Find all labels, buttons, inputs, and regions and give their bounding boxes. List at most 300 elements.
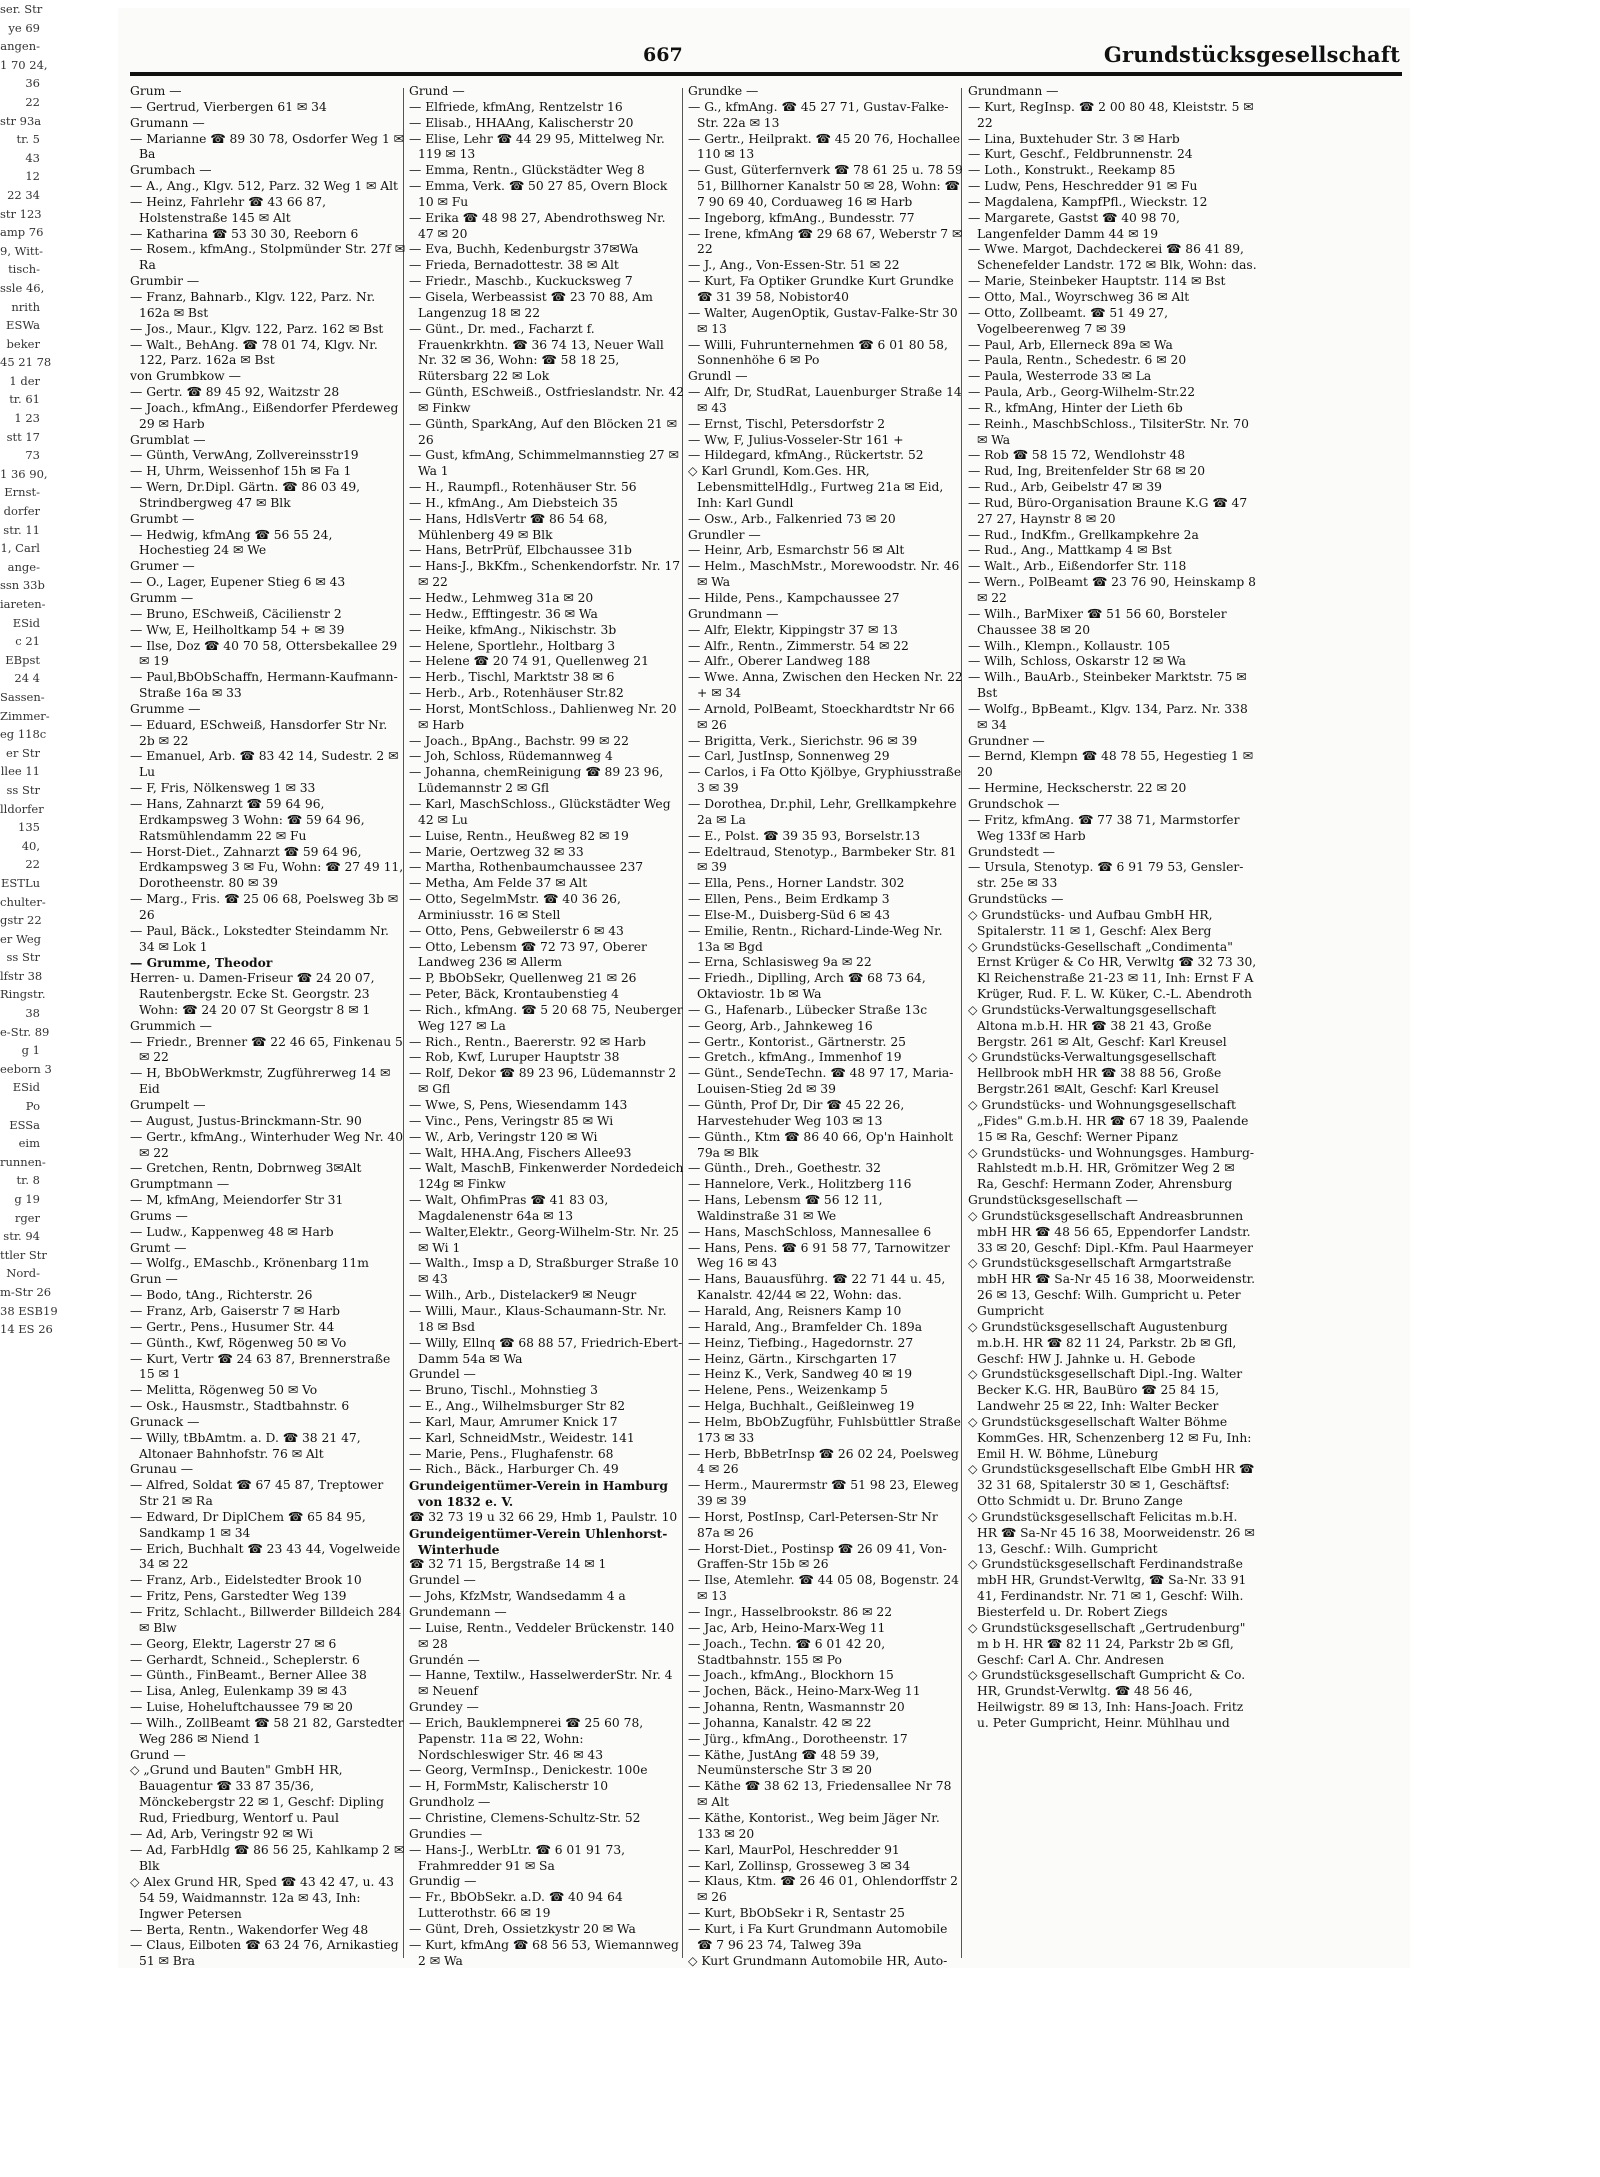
- directory-entry: — Rob ☎ 58 15 72, Wendlohstr 48: [968, 448, 1186, 463]
- directory-entry: ◇ Alex Grund HR, Sped ☎ 43 42 47, u. 43 54 59, Waidmannstr. 12a ✉ 43, Inh: Ingwer Petersen: [130, 1874, 394, 1921]
- edge-fragment: ESid: [12, 1080, 40, 1095]
- edge-fragment: tr. 5: [16, 132, 40, 147]
- surname-heading: von Grumbkow —: [130, 369, 241, 384]
- directory-entry: — Marie, Oertzweg 32 ✉ 33: [409, 844, 584, 859]
- directory-entry: — Rob, Kwf, Luruper Hauptstr 38: [409, 1050, 620, 1065]
- directory-entry: — Rud., Arb, Geibelstr 47 ✉ 39: [968, 480, 1163, 495]
- directory-entry: — Ingr., Hasselbrookstr. 86 ✉ 22: [688, 1605, 893, 1619]
- edge-fragment: 1 36 90,: [0, 466, 48, 481]
- directory-entry: — Friedr., Brenner ☎ 22 46 65, Finkenau 5 ✉ 22: [130, 1034, 403, 1065]
- directory-entry: — Kurt, i Fa Kurt Grundmann Automobile ☎ 7 96 23 74, Talweg 39a: [688, 1921, 948, 1952]
- directory-entry: — Hannelore, Verk., Holitzberg 116: [688, 1177, 912, 1192]
- directory-entry: — Gertr., Heilprakt. ☎ 45 20 76, Hochallee 110 ✉ 13: [688, 131, 961, 162]
- directory-entry: — P, BbObSekr, Quellenweg 21 ✉ 26: [409, 971, 637, 986]
- directory-entry: — Jürg., kfmAng., Dorotheenstr. 17: [688, 1731, 908, 1746]
- directory-entry: — August, Justus-Brinckmann-Str. 90: [130, 1113, 362, 1128]
- edge-fragment: 135: [18, 820, 40, 835]
- directory-entry: — Carlos, i Fa Otto Kjölbye, Gryphiusstraße 3 ✉ 39: [688, 765, 962, 796]
- directory-entry: — Johs, KfzMstr, Wandsedamm 4 a: [409, 1589, 626, 1604]
- directory-entry: — Hildegard, kfmAng., Rückertstr. 52: [688, 448, 924, 463]
- edge-fragment: 24 4: [14, 671, 40, 686]
- page-number: 667: [643, 44, 683, 66]
- directory-entry: — Günth., Ktm ☎ 86 40 66, Op'n Hainholt 79a ✉ Blk: [688, 1129, 954, 1160]
- directory-entry: — Friedr., Maschb., Kuckucksweg 7: [409, 274, 633, 289]
- directory-entry: — Otto, Mal., Woyrschweg 36 ✉ Alt: [968, 289, 1190, 304]
- edge-fragment: nrith: [11, 299, 40, 314]
- edge-fragment: 38 ESB19: [0, 1303, 58, 1318]
- directory-entry: — Otto, SegelmMstr. ☎ 40 36 26, Arminiusstr. 16 ✉ Stell: [409, 892, 621, 922]
- directory-entry: — Gretchen, Rentn, Dobrnweg 3✉Alt: [130, 1161, 362, 1176]
- directory-entry: — Reinh., MaschbSchloss., TilsiterStr. Nr. 70 ✉ Wa: [968, 416, 1249, 447]
- directory-entry: — Gust, Güterfernverk ☎ 78 61 25 u. 78 59 51, Billhorner Kanalstr 50 ✉ 28, Wohn: ☎ 7 90 69 40, Corduaweg 16 ✉ Harb: [688, 163, 963, 209]
- directory-entry: — Edward, Dr DiplChem ☎ 65 84 95, Sandkamp 1 ✉ 34: [130, 1509, 366, 1540]
- surname-heading: Grundmann —: [688, 606, 779, 621]
- surname-heading: Grundler —: [688, 527, 761, 542]
- directory-entry: — Ursula, Stenotyp. ☎ 6 91 79 53, Genslerstr. 25e ✉ 33: [968, 860, 1244, 891]
- directory-entry: — Horst-Diet., Zahnarzt ☎ 59 64 96, Erdkampsweg 3 ✉ Fu, Wohn: ☎ 27 49 11, Dorotheenstr. 80 ✉ 39: [130, 844, 404, 891]
- directory-entry: ◇ „Grund und Bauten" GmbH HR, Bauagentur ☎ 33 87 35/36, Mönckebergstr 22 ✉ 1, Geschf: Dipling Rud, Friedburg, Wentorf u. Paul: [130, 1763, 385, 1825]
- directory-entry: — Rosem., kfmAng., Stolpmünder Str. 27f ✉ Ra: [130, 242, 406, 273]
- directory-entry: — Helm, BbObZugführ, Fuhlsbüttler Straße 173 ✉ 33: [688, 1414, 961, 1445]
- directory-entry: ◇ Grundstücks-Gesellschaft „Condimenta" Ernst Krüger & Co HR, Verwltg ☎ 32 73 30, Kl Reichenstraße 21-23 ✉ 11, Inh: Ernst F A Krüger, Rud. F. L. W. Küker, C.-L. Abendroth: [968, 939, 1257, 1002]
- surname-heading: Grumm —: [130, 591, 194, 605]
- directory-entry: — Helene, Pens., Weizenkamp 5: [688, 1383, 888, 1398]
- edge-fragment: e-Str. 89: [0, 1024, 50, 1039]
- edge-fragment: gstr 22: [0, 913, 42, 928]
- directory-entry: — Rud, Ing, Breitenfelder Str 68 ✉ 20: [968, 464, 1206, 479]
- edge-fragment: Ringstr.: [0, 987, 46, 1002]
- directory-entry: — Günth., Kwf, Rögenweg 50 ✉ Vo: [130, 1335, 347, 1350]
- directory-entry: ◇ Grundstücksgesellschaft Augustenburg m.b.H. HR ☎ 82 11 24, Parkstr. 2b ✉ Gfl, Geschf: HW J. Jahnke u. H. Gebode: [968, 1319, 1237, 1366]
- directory-entry: — Alfr, Elektr, Kippingstr 37 ✉ 13: [688, 622, 898, 637]
- directory-entry: — Erich, Bauklempnerei ☎ 25 60 78, Papenstr. 11a ✉ 22, Wohn: Nordschleswiger Str. 46 ✉ 43: [409, 1715, 644, 1762]
- directory-entry: — Elisab., HHAAng, Kalischerstr 20: [409, 115, 634, 130]
- directory-entry: — Käthe ☎ 38 62 13, Friedensallee Nr 78 ✉ Alt: [688, 1779, 952, 1810]
- directory-entry: — Alfred, Soldat ☎ 67 45 87, Treptower Str 21 ✉ Ra: [130, 1478, 384, 1509]
- directory-entry: — Wolfg., EMaschb., Krönenbarg 11m: [130, 1256, 369, 1271]
- surname-heading: Grumblat —: [130, 432, 206, 447]
- directory-entry: — Wilh., Klempn., Kollaustr. 105: [968, 638, 1171, 653]
- directory-entry: — Joach., kfmAng., Eißendorfer Pferdeweg 29 ✉ Harb: [130, 400, 399, 431]
- directory-entry: — R., kfmAng, Hinter der Lieth 6b: [968, 400, 1183, 415]
- surname-heading: Grundschok —: [968, 796, 1060, 811]
- directory-entry: — Johanna, chemReinigung ☎ 89 23 96, Lüdemannstr 2 ✉ Gfl: [409, 765, 664, 796]
- surname-heading: Grundholz —: [409, 1795, 491, 1810]
- directory-entry: — Gertrud, Vierbergen 61 ✉ 34: [130, 99, 327, 114]
- directory-entry: ◇ Kurt Grundmann Automobile HR, Auto-: [688, 1953, 948, 1968]
- directory-entry: — Gretch., kfmAng., Immenhof 19: [688, 1050, 902, 1065]
- directory-entry: — Fritz, Pens, Garstedter Weg 139: [130, 1589, 347, 1604]
- directory-entry: — Luise, Rentn., Heußweg 82 ✉ 19: [409, 828, 629, 843]
- directory-entry: — Marie, Steinbeker Hauptstr. 114 ✉ Bst: [968, 274, 1226, 289]
- edge-fragment: 40,: [21, 838, 40, 853]
- directory-entry: — Heinz K., Verk, Sandweg 40 ✉ 19: [688, 1367, 913, 1382]
- edge-fragment: tr. 61: [9, 392, 40, 407]
- directory-entry: — Emma, Rentn., Glückstädter Weg 8: [409, 163, 645, 178]
- directory-entry: — Herb., Tischl, Marktstr 38 ✉ 6: [409, 670, 615, 685]
- directory-entry: — Hans, Pens. ☎ 6 91 58 77, Tarnowitzer Weg 16 ✉ 43: [688, 1240, 950, 1271]
- directory-entry: — Günt., SendeTechn. ☎ 48 97 17, Maria-Louisen-Stieg 2d ✉ 39: [688, 1066, 954, 1097]
- directory-entry: — Rich., kfmAng. ☎ 5 20 68 75, Neuberger Weg 127 ✉ La: [409, 1002, 683, 1033]
- column-1: [130, 84, 406, 1968]
- directory-entry: — Ww, E, Heilholtkamp 54 + ✉ 39: [130, 622, 345, 637]
- column-4: [968, 84, 1258, 1732]
- directory-entry: — Bruno, Tischl., Mohnstieg 3: [409, 1383, 598, 1398]
- directory-entry: — Rich., Rentn., Baererstr. 92 ✉ Harb: [409, 1034, 646, 1049]
- directory-entry: — Walt., BehAng. ☎ 78 01 74, Klgv. Nr. 122, Parz. 162a ✉ Bst: [130, 337, 378, 368]
- directory-entry: ◇ Grundstücksgesellschaft Elbe GmbH HR ☎ 32 31 68, Spitalerstr 30 ✉ 1, Geschäftsf: Otto Schmidt u. Dr. Bruno Zange: [968, 1462, 1255, 1509]
- directory-entry: — Gertr. ☎ 89 45 92, Waitzstr 28: [130, 385, 340, 400]
- edge-fragment: tr. 8: [16, 1173, 40, 1188]
- directory-entry: — W., Arb, Veringstr 120 ✉ Wi: [409, 1129, 598, 1144]
- surname-heading: Grund —: [130, 1747, 186, 1762]
- surname-heading: Grundl —: [688, 369, 748, 384]
- directory-entry: — Jochen, Bäck., Heino-Marx-Weg 11: [688, 1684, 921, 1699]
- directory-entry: — Herb, BbBetrInsp ☎ 26 02 24, Poelsweg 4 ✉ 26: [688, 1446, 959, 1477]
- directory-entry: — Paul,BbObSchaffn, Hermann-Kaufmann-Straße 16a ✉ 33: [130, 670, 398, 701]
- surname-heading: Grun —: [130, 1272, 178, 1287]
- directory-entry: — Walt, OhfimPras ☎ 41 83 03, Magdalenenstr 64a ✉ 13: [409, 1193, 609, 1223]
- directory-entry: — Kurt, kfmAng ☎ 68 56 53, Wiemannweg 2 ✉ Wa: [409, 1937, 679, 1968]
- surname-heading: Grundel —: [409, 1367, 476, 1382]
- directory-entry: — Claus, Eilboten ☎ 63 24 76, Arnikastieg 51 ✉ Bra: [130, 1938, 399, 1968]
- directory-entry: — Fritz, kfmAng. ☎ 77 38 71, Marmstorfer Weg 133f ✉ Harb: [968, 812, 1240, 843]
- edge-fragment: stt 17: [6, 429, 40, 444]
- surname-heading: Grundstücks —: [968, 892, 1064, 907]
- directory-entry: — Alfr., Oberer Landweg 188: [688, 654, 871, 669]
- directory-entry: — Alfr, Dr, StudRat, Lauenburger Straße 14 ✉ 43: [688, 385, 962, 415]
- directory-entry: — Vinc., Pens, Veringstr 85 ✉ Wi: [409, 1113, 614, 1128]
- directory-entry: — Karl, Maur, Amrumer Knick 17: [409, 1414, 618, 1429]
- edge-fragment: eim: [18, 1136, 40, 1151]
- directory-entry: ☎ 32 73 19 u 32 66 29, Hmb 1, Paulstr. 10: [409, 1509, 678, 1524]
- directory-entry: — Georg, Arb., Jahnkeweg 16: [688, 1018, 873, 1033]
- directory-entry: — Franz, Arb., Eidelstedter Brook 10: [130, 1573, 362, 1588]
- surname-heading: Grumme —: [130, 701, 201, 716]
- surname-heading: Grund —: [409, 84, 465, 98]
- surname-heading: Grum —: [130, 84, 182, 98]
- directory-entry: — Günth, SparkAng, Auf den Blöcken 21 ✉ 26: [409, 416, 677, 447]
- edge-fragment: eeborn 3: [0, 1061, 52, 1076]
- edge-fragment: 14 ES 26: [0, 1322, 53, 1337]
- directory-entry: — Karl, MaschSchloss., Glückstädter Weg 42 ✉ Lu: [409, 796, 671, 827]
- directory-entry: — Günth., Dreh., Goethestr. 32: [688, 1161, 882, 1176]
- edge-fragment: str 93a: [0, 113, 42, 128]
- directory-entry: — Paul, Bäck., Lokstedter Steindamm Nr. 34 ✉ Lok 1: [130, 923, 389, 954]
- edge-fragment: eg 118c: [0, 727, 47, 742]
- directory-entry: — Ad, FarbHdlg ☎ 86 56 25, Kahlkamp 2 ✉ Blk: [130, 1843, 405, 1874]
- surname-heading: Grundemann —: [409, 1605, 507, 1619]
- edge-fragment: g 1: [21, 1043, 40, 1058]
- edge-fragment: ssle 46,: [0, 280, 45, 295]
- directory-entry: — Horst, MontSchloss., Dahlienweg Nr. 20 ✉ Harb: [409, 701, 677, 732]
- directory-entry: — Günth, ESchweiß., Ostfrieslandstr. Nr. 42 ✉ Finkw: [409, 385, 685, 415]
- surname-heading: Grundig —: [409, 1874, 477, 1889]
- header-rule: [130, 72, 1402, 76]
- directory-entry: — Kurt, Geschf., Feldbrunnenstr. 24: [968, 147, 1193, 162]
- directory-entry: — Ellen, Pens., Beim Erdkamp 3: [688, 892, 890, 907]
- directory-entry: — Harald, Ang, Reisners Kamp 10: [688, 1303, 902, 1318]
- directory-entry: — Fr., BbObSekr. a.D. ☎ 40 94 64 Lutterothstr. 66 ✉ 19: [409, 1890, 623, 1921]
- directory-entry: — Ingeborg, kfmAng., Bundesstr. 77: [688, 210, 915, 225]
- edge-fragment: m-Str 26: [0, 1284, 52, 1299]
- directory-entry: — Käthe, Kontorist., Weg beim Jäger Nr. 133 ✉ 20: [688, 1810, 940, 1841]
- directory-entry: — Wolfg., BpBeamt., Klgv. 134, Parz. Nr. 338 ✉ 34: [968, 701, 1248, 732]
- edge-fragment: amp 76: [0, 225, 44, 240]
- directory-entry: — E., Ang., Wilhelmsburger Str 82: [409, 1399, 626, 1414]
- directory-entry: — Wwe. Anna, Zwischen den Hecken Nr. 22 + ✉ 34: [688, 670, 963, 701]
- directory-entry: — A., Ang., Klgv. 512, Parz. 32 Weg 1 ✉ Alt: [130, 179, 398, 194]
- directory-entry: — Kurt, Fa Optiker Grundke Kurt Grundke ☎ 31 39 58, Nobistor40: [688, 274, 954, 304]
- edge-fragment: beker: [6, 336, 40, 351]
- edge-fragment: str 123: [0, 206, 42, 221]
- directory-entry: — H, BbObWerkmstr, Zugführerweg 14 ✉ Eid: [130, 1066, 391, 1097]
- directory-entry: — Marg., Fris. ☎ 25 06 68, Poelsweg 3b ✉ 26: [130, 892, 399, 922]
- directory-entry: — Marie, Pens., Flughafenstr. 68: [409, 1446, 614, 1461]
- directory-entry: — Heinr, Arb, Esmarchstr 56 ✉ Alt: [688, 543, 905, 558]
- edge-fragment: chulter-: [0, 894, 46, 909]
- surname-heading: Grumbt —: [130, 511, 195, 526]
- directory-entry: — Hans, BetrPrüf, Elbchaussee 31b: [409, 543, 632, 558]
- directory-entry: — H, FormMstr, Kalischerstr 10: [409, 1779, 609, 1794]
- directory-entry: — H., Raumpfl., Rotenhäuser Str. 56: [409, 480, 637, 495]
- edge-fragment: lfstr 38: [0, 968, 43, 983]
- edge-fragment: er Str: [6, 745, 40, 760]
- directory-entry: — Günt., Dr. med., Facharzt f. Frauenkrkhtn. ☎ 36 74 13, Neuer Wall Nr. 32 ✉ 36, Wohn: ☎ 58 18 25, Rütersbarg 22 ✉ Lok: [409, 321, 664, 384]
- directory-entry: — Gisela, Werbeassist ☎ 23 70 88, Am Langenzug 18 ✉ 22: [409, 289, 653, 320]
- directory-entry: — Günth, VerwAng, Zollvereinsstr19: [130, 448, 359, 463]
- surname-heading: Grumer —: [130, 559, 195, 574]
- directory-entry: — F, Fris, Nölkensweg 1 ✉ 33: [130, 781, 316, 796]
- edge-fragment: rger: [14, 1210, 40, 1225]
- edge-fragment: Nord-: [6, 1266, 40, 1281]
- directory-entry: ◇ Grundstücks-Verwaltungsgesellschaft Altona m.b.H. HR ☎ 38 21 43, Große Bergstr. 261 ✉ Alt, Geschf: Karl Kreusel: [968, 1002, 1227, 1049]
- directory-entry: — Herm., Maurermstr ☎ 51 98 23, Eleweg 39 ✉ 39: [688, 1478, 959, 1509]
- directory-entry: — Kurt, RegInsp. ☎ 2 00 80 48, Kleiststr. 5 ✉ 22: [968, 99, 1254, 130]
- edge-fragment: tisch-: [8, 262, 40, 277]
- directory-entry: ◇ Grundstücksgesellschaft Gumpricht & Co. HR, Grundst-Verwltg. ☎ 48 56 46, Heilwigstr. 89 ✉ 13, Inh: Hans-Joach. Fritz u. Peter Gumpricht, Heinr. Mühlhau und: [968, 1668, 1246, 1730]
- edge-fragment: ser. Str: [0, 2, 43, 16]
- directory-entry: — Ludw., Kappenweg 48 ✉ Harb: [130, 1224, 334, 1239]
- directory-entry: — Harald, Ang., Bramfelder Ch. 189a: [688, 1319, 923, 1334]
- directory-entry: — Walt, MaschB, Finkenwerder Nordedeich 124g ✉ Finkw: [409, 1161, 684, 1192]
- edge-fragment: dorfer: [3, 504, 40, 519]
- directory-entry: — Lisa, Anleg, Eulenkamp 39 ✉ 43: [130, 1684, 348, 1699]
- directory-entry: — Horst, PostInsp, Carl-Petersen-Str Nr 87a ✉ 26: [688, 1509, 938, 1540]
- directory-entry: — O., Lager, Eupener Stieg 6 ✉ 43: [130, 575, 346, 590]
- directory-entry: — Hans, Zahnarzt ☎ 59 64 96, Erdkampsweg 3 Wohn: ☎ 59 64 96, Ratsmühlendamm 22 ✉ Fu: [130, 796, 365, 843]
- directory-entry: — Christine, Clemens-Schultz-Str. 52: [409, 1810, 641, 1825]
- surname-heading: Grummich —: [130, 1018, 212, 1033]
- directory-entry: — Hans, HdlsVertr ☎ 86 54 68, Mühlenberg 49 ✉ Blk: [409, 511, 608, 542]
- directory-entry: — Karl, MaurPol, Heschredder 91: [688, 1842, 900, 1857]
- directory-entry: — Willy, tBbAmtm. a. D. ☎ 38 21 47, Altonaer Bahnhofstr. 76 ✉ Alt: [130, 1430, 361, 1461]
- directory-entry: Grundeigentümer-Verein in Hamburg von 1832 e. V.: [409, 1478, 668, 1510]
- directory-entry: — Walt, HHA.Ang, Fischers Allee93: [409, 1145, 632, 1160]
- directory-entry: — Katharina ☎ 53 30 30, Reeborn 6: [130, 226, 359, 241]
- directory-entry: — Willi, Maur., Klaus-Schaumann-Str. Nr. 18 ✉ Bsd: [409, 1303, 667, 1334]
- edge-fragment: er Weg: [0, 931, 42, 946]
- directory-entry: — Joach., Techn. ☎ 6 01 42 20, Stadtbahnstr. 155 ✉ Po: [688, 1636, 886, 1667]
- edge-fragment: str. 11: [3, 522, 40, 537]
- directory-entry: — Luise, Hoheluftchaussee 79 ✉ 20: [130, 1700, 353, 1715]
- directory-page: [118, 8, 1410, 1968]
- directory-entry: — Emma, Verk. ☎ 50 27 85, Overn Block 10 ✉ Fu: [409, 179, 668, 209]
- directory-entry: — Joach., kfmAng., Blockhorn 15: [688, 1668, 894, 1683]
- directory-entry: ◇ Grundstücksgesellschaft Dipl.-Ing. Walter Becker K.G. HR, BauBüro ☎ 25 84 15, Landwehr 25 ✉ 22, Inh: Walter Becker: [968, 1367, 1243, 1414]
- directory-entry: — Gertr., kfmAng., Winterhuder Weg Nr. 40 ✉ 22: [130, 1129, 404, 1160]
- directory-entry: — Günth., FinBeamt., Berner Allee 38: [130, 1668, 367, 1683]
- directory-entry: — Hermine, Heckscherstr. 22 ✉ 20: [968, 781, 1187, 796]
- edge-fragment: ss Str: [6, 950, 40, 965]
- directory-entry: — Hans-J., WerbLtr. ☎ 6 01 91 73, Frahmredder 91 ✉ Sa: [409, 1842, 626, 1873]
- directory-entry: — Helene ☎ 20 74 91, Quellenweg 21: [409, 654, 649, 669]
- directory-entry: ◇ Grundstücks-Verwaltungsgesellschaft Hellbrook mbH HR ☎ 38 88 56, Große Bergstr.261 ✉Alt, Geschf: Karl Kreusel: [968, 1050, 1222, 1097]
- edge-fragment: str. 94: [3, 1229, 40, 1244]
- directory-entry: — Erika ☎ 48 98 27, Abendrothsweg Nr. 47 ✉ 20: [409, 210, 666, 241]
- directory-entry: ◇ Grundstücksgesellschaft Walter Böhme KommGes. HR, Schenzenberg 12 ✉ Fu, Inh: Emil H. W. Böhme, Lüneburg: [968, 1414, 1252, 1461]
- directory-entry: — Ella, Pens., Horner Landstr. 302: [688, 876, 905, 891]
- directory-entry: — Eduard, ESchweiß, Hansdorfer Str Nr. 2b ✉ 22: [130, 717, 388, 748]
- directory-entry: ◇ Grundstücksgesellschaft Felicitas m.b.H. HR ☎ Sa-Nr 45 16 38, Moorweidenstr. 26 ✉ 13, Geschf.: Wilh. Gumpricht: [968, 1509, 1255, 1556]
- directory-entry: — Hedw., Efftingestr. 36 ✉ Wa: [409, 606, 598, 621]
- edge-fragment: Sassen-: [0, 689, 45, 704]
- directory-entry: — Otto, Zollbeamt. ☎ 51 49 27, Vogelbeerenweg 7 ✉ 39: [968, 305, 1168, 336]
- directory-entry: — Bernd, Klempn ☎ 48 78 55, Hegestieg 1 ✉ 20: [968, 749, 1253, 780]
- edge-fragment: 36: [25, 76, 40, 91]
- directory-entry: — Hans, Bauausführg. ☎ 22 71 44 u. 45, Kanalstr. 42/44 ✉ 22, Wohn: das.: [688, 1272, 946, 1303]
- edge-fragment: 12: [25, 169, 40, 184]
- directory-entry: — Osw., Arb., Falkenried 73 ✉ 20: [688, 511, 896, 526]
- directory-entry: — Klaus, Ktm. ☎ 26 46 01, Ohlendorffstr 2 ✉ 26: [688, 1874, 958, 1905]
- edge-fragment: runnen-: [0, 1154, 46, 1169]
- directory-entry: ◇ Grundstücksgesellschaft Armgartstraße mbH HR ☎ Sa-Nr 45 16 38, Moorweidenstr. 26 ✉ 13, Geschf: Wilh. Gumpricht u. Peter Gumpricht: [968, 1256, 1256, 1318]
- directory-entry: — Osk., Hausmstr., Stadtbahnstr. 6: [130, 1399, 350, 1414]
- directory-entry: — Marianne ☎ 89 30 78, Osdorfer Weg 1 ✉ Ba: [130, 131, 404, 162]
- surname-heading: Grundstedt —: [968, 844, 1055, 859]
- directory-entry: — Joach., BpAng., Bachstr. 99 ✉ 22: [409, 733, 629, 748]
- directory-entry: — Walth., Imsp a D, Straßburger Straße 10 ✉ 43: [409, 1256, 679, 1287]
- directory-entry: — Kurt, BbObSekr i R, Sentastr 25: [688, 1906, 905, 1921]
- directory-entry: — Günth, Prof Dr, Dir ☎ 45 22 26, Harvestehuder Weg 103 ✉ 13: [688, 1098, 905, 1128]
- directory-entry: ◇ Karl Grundl, Kom.Ges. HR, LebensmittelHdlg., Furtweg 21a ✉ Eid, Inh: Karl Gundl: [688, 464, 944, 510]
- directory-entry: — Wilh., BauArb., Steinbeker Marktstr. 75 ✉ Bst: [968, 670, 1247, 701]
- directory-entry: — Wilh., Arb., Distelacker9 ✉ Neugr: [409, 1288, 637, 1303]
- directory-entry: — Friedh., Diplling, Arch ☎ 68 73 64, Oktaviostr. 1b ✉ Wa: [688, 971, 926, 1002]
- edge-fragment: 1, Carl: [0, 541, 40, 556]
- directory-entry: — Hans, MaschSchloss, Mannesallee 6: [688, 1224, 932, 1239]
- surname-heading: Grundies —: [409, 1826, 483, 1841]
- directory-entry: — Berta, Rentn., Wakendorfer Weg 48: [130, 1922, 369, 1937]
- directory-entry: — Lina, Buxtehuder Str. 3 ✉ Harb: [968, 131, 1180, 146]
- surname-heading: Grumann —: [130, 115, 205, 130]
- edge-fragment: 43: [25, 150, 40, 165]
- directory-entry: — G., Hafenarb., Lübecker Straße 13c: [688, 1002, 928, 1017]
- directory-entry: — Margarete, Gastst ☎ 40 98 70, Langenfelder Damm 44 ✉ 19: [968, 210, 1180, 241]
- directory-entry: — Heinz, Gärtn., Kirschgarten 17: [688, 1351, 897, 1366]
- directory-entry: — Irene, kfmAng ☎ 29 68 67, Weberstr 7 ✉ 22: [688, 226, 963, 257]
- directory-entry: — Willi, Fuhrunternehmen ☎ 6 01 80 58, Sonnenhöhe 6 ✉ Po: [688, 337, 948, 368]
- directory-entry: — Wwe. Margot, Dachdeckerei ☎ 86 41 89, Schenefelder Landstr. 172 ✉ Blk, Wohn: das.: [968, 242, 1257, 273]
- directory-entry: ◇ Grundstücks- und Wohnungsgesellschaft „Fides" G.m.b.H. HR ☎ 67 18 39, Paalende 15 ✉ Ra, Geschf: Werner Pipanz: [968, 1098, 1249, 1144]
- directory-entry: — Ww, F, Julius-Vosseler-Str 161 +: [688, 432, 904, 447]
- directory-entry: — Ilse, Atemlehr. ☎ 44 05 08, Bogenstr. 24 ✉ 13: [688, 1573, 959, 1604]
- surname-heading: Grundstücksgesellschaft —: [968, 1193, 1138, 1208]
- directory-entry: — Rolf, Dekor ☎ 89 23 96, Lüdemannstr 2 ✉ Gfl: [409, 1066, 677, 1097]
- directory-entry: — Herb., Arb., Rotenhäuser Str.82: [409, 686, 624, 701]
- edge-fragment: angen-: [0, 39, 40, 54]
- directory-entry: — Wern, Dr.Dipl. Gärtn. ☎ 86 03 49, Strindbergweg 47 ✉ Blk: [130, 480, 361, 510]
- directory-entry: — Magdalena, KampfPfl., Wieckstr. 12: [968, 194, 1208, 209]
- edge-fragment: ttler Str: [0, 1247, 47, 1262]
- directory-entry: — Karl, SchneidMstr., Weidestr. 141: [409, 1430, 635, 1445]
- directory-entry: — Otto, Pens, Gebweilerstr 6 ✉ 43: [409, 923, 624, 938]
- directory-entry: ◇ Grundstücksgesellschaft Ferdinandstraße mbH HR, Grundst-Verwltg, ☎ Sa-Nr. 33 91 41, Ferdinandstr. Nr. 71 ✉ 1, Geschf: Wilh. Biesterfeld u. Dr. Robert Ziegs: [968, 1557, 1247, 1619]
- directory-entry: ◇ Grundstücksgesellschaft „Gertrudenburg" m b H. HR ☎ 82 11 24, Parkstr 2b ✉ Gfl, Geschf: Carl A. Chr. Andresen: [968, 1620, 1246, 1667]
- directory-entry: — Gerhardt, Schneid., Scheplerstr. 6: [130, 1652, 360, 1667]
- surname-heading: Grunack —: [130, 1414, 200, 1429]
- directory-entry: Herren- u. Damen-Friseur ☎ 24 20 07, Rautenbergstr. Ecke St. Georgstr. 23 Wohn: ☎ 24 20 07 St Georgstr 8 ✉ 1: [130, 971, 375, 1017]
- directory-entry: — H, Uhrm, Weissenhof 15h ✉ Fa 1: [130, 464, 352, 479]
- directory-entry: — Fritz, Schlacht., Billwerder Billdeich 284 ✉ Blw: [130, 1605, 402, 1635]
- directory-entry: — Erich, Buchhalt ☎ 23 43 44, Vogelweide 34 ✉ 22: [130, 1541, 401, 1572]
- edge-fragment: ESWa: [6, 318, 40, 333]
- directory-entry: — Käthe, JustAng ☎ 48 59 39, Neumünstersche Str 3 ✉ 20: [688, 1747, 880, 1778]
- directory-entry: — Elfriede, kfmAng, Rentzelstr 16: [409, 99, 623, 114]
- directory-entry: — Erna, Schlasisweg 9a ✉ 22: [688, 955, 872, 970]
- directory-entry: — Melitta, Rögenweg 50 ✉ Vo: [130, 1383, 318, 1398]
- directory-entry: — Kurt, Vertr ☎ 24 63 87, Brennerstraße 15 ✉ 1: [130, 1351, 391, 1382]
- edge-fragment: 45 21 78: [0, 355, 52, 370]
- directory-entry: — Ernst, Tischl, Petersdorfstr 2: [688, 416, 886, 431]
- surname-heading: Grumt —: [130, 1240, 187, 1255]
- directory-entry: — Ilse, Doz ☎ 40 70 58, Ottersbekallee 29 ✉ 19: [130, 638, 398, 669]
- surname-heading: Grums —: [130, 1208, 188, 1223]
- surname-heading: Grundmann —: [968, 84, 1059, 98]
- directory-entry: — J., Ang., Von-Essen-Str. 51 ✉ 22: [688, 258, 900, 273]
- directory-entry: — Helm., MaschMstr., Morewoodstr. Nr. 46 ✉ Wa: [688, 559, 960, 590]
- directory-entry: — Emanuel, Arb. ☎ 83 42 14, Sudestr. 2 ✉ Lu: [130, 749, 399, 780]
- edge-fragment: 73: [25, 448, 40, 463]
- edge-fragment: 22: [25, 94, 40, 109]
- edge-fragment: ESTLu: [1, 875, 40, 890]
- directory-entry: — Gertr., Pens., Husumer Str. 44: [130, 1319, 335, 1334]
- directory-entry: — Elise, Lehr ☎ 44 29 95, Mittelweg Nr. 119 ✉ 13: [409, 131, 665, 162]
- directory-entry: — Gertr., Kontorist., Gärtnerstr. 25: [688, 1034, 906, 1049]
- edge-fragment: EBpst: [5, 652, 40, 667]
- directory-entry: — Rich., Bäck., Harburger Ch. 49: [409, 1462, 619, 1477]
- surname-heading: Grumpelt —: [130, 1098, 206, 1112]
- edge-fragment: g 19: [14, 1192, 40, 1206]
- edge-fragment: 9, Witt-: [0, 243, 44, 258]
- directory-entry: — Hans, Lebensm ☎ 56 12 11, Waldinstraße 31 ✉ We: [688, 1193, 883, 1223]
- directory-entry: — Martha, Rothenbaumchaussee 237: [409, 860, 644, 875]
- surname-heading: Grundner —: [968, 733, 1045, 748]
- surname-heading: Grumptmann —: [130, 1177, 230, 1192]
- directory-entry: — Walter, AugenOptik, Gustav-Falke-Str 30 ✉ 13: [688, 305, 958, 336]
- directory-entry: — Georg, VermInsp., Denickestr. 100e: [409, 1763, 648, 1778]
- directory-entry: — Johanna, Rentn, Wasmannstr 20: [688, 1700, 905, 1715]
- column-3: [688, 84, 964, 1968]
- directory-entry: — Carl, JustInsp, Sonnenweg 29: [688, 749, 890, 764]
- directory-entry: — Luise, Rentn., Veddeler Brückenstr. 140 ✉ 28: [409, 1620, 675, 1651]
- edge-fragment: ESSa: [9, 1117, 40, 1132]
- directory-entry: — Rud., IndKfm., Grellkampkehre 2a: [968, 527, 1199, 542]
- directory-entry: — Paula, Arb., Georg-Wilhelm-Str.22: [968, 385, 1196, 400]
- edge-fragment: 22 34: [7, 187, 40, 202]
- directory-entry: ☎ 32 71 15, Bergstraße 14 ✉ 1: [409, 1557, 607, 1572]
- edge-fragment: ye 69: [8, 20, 40, 35]
